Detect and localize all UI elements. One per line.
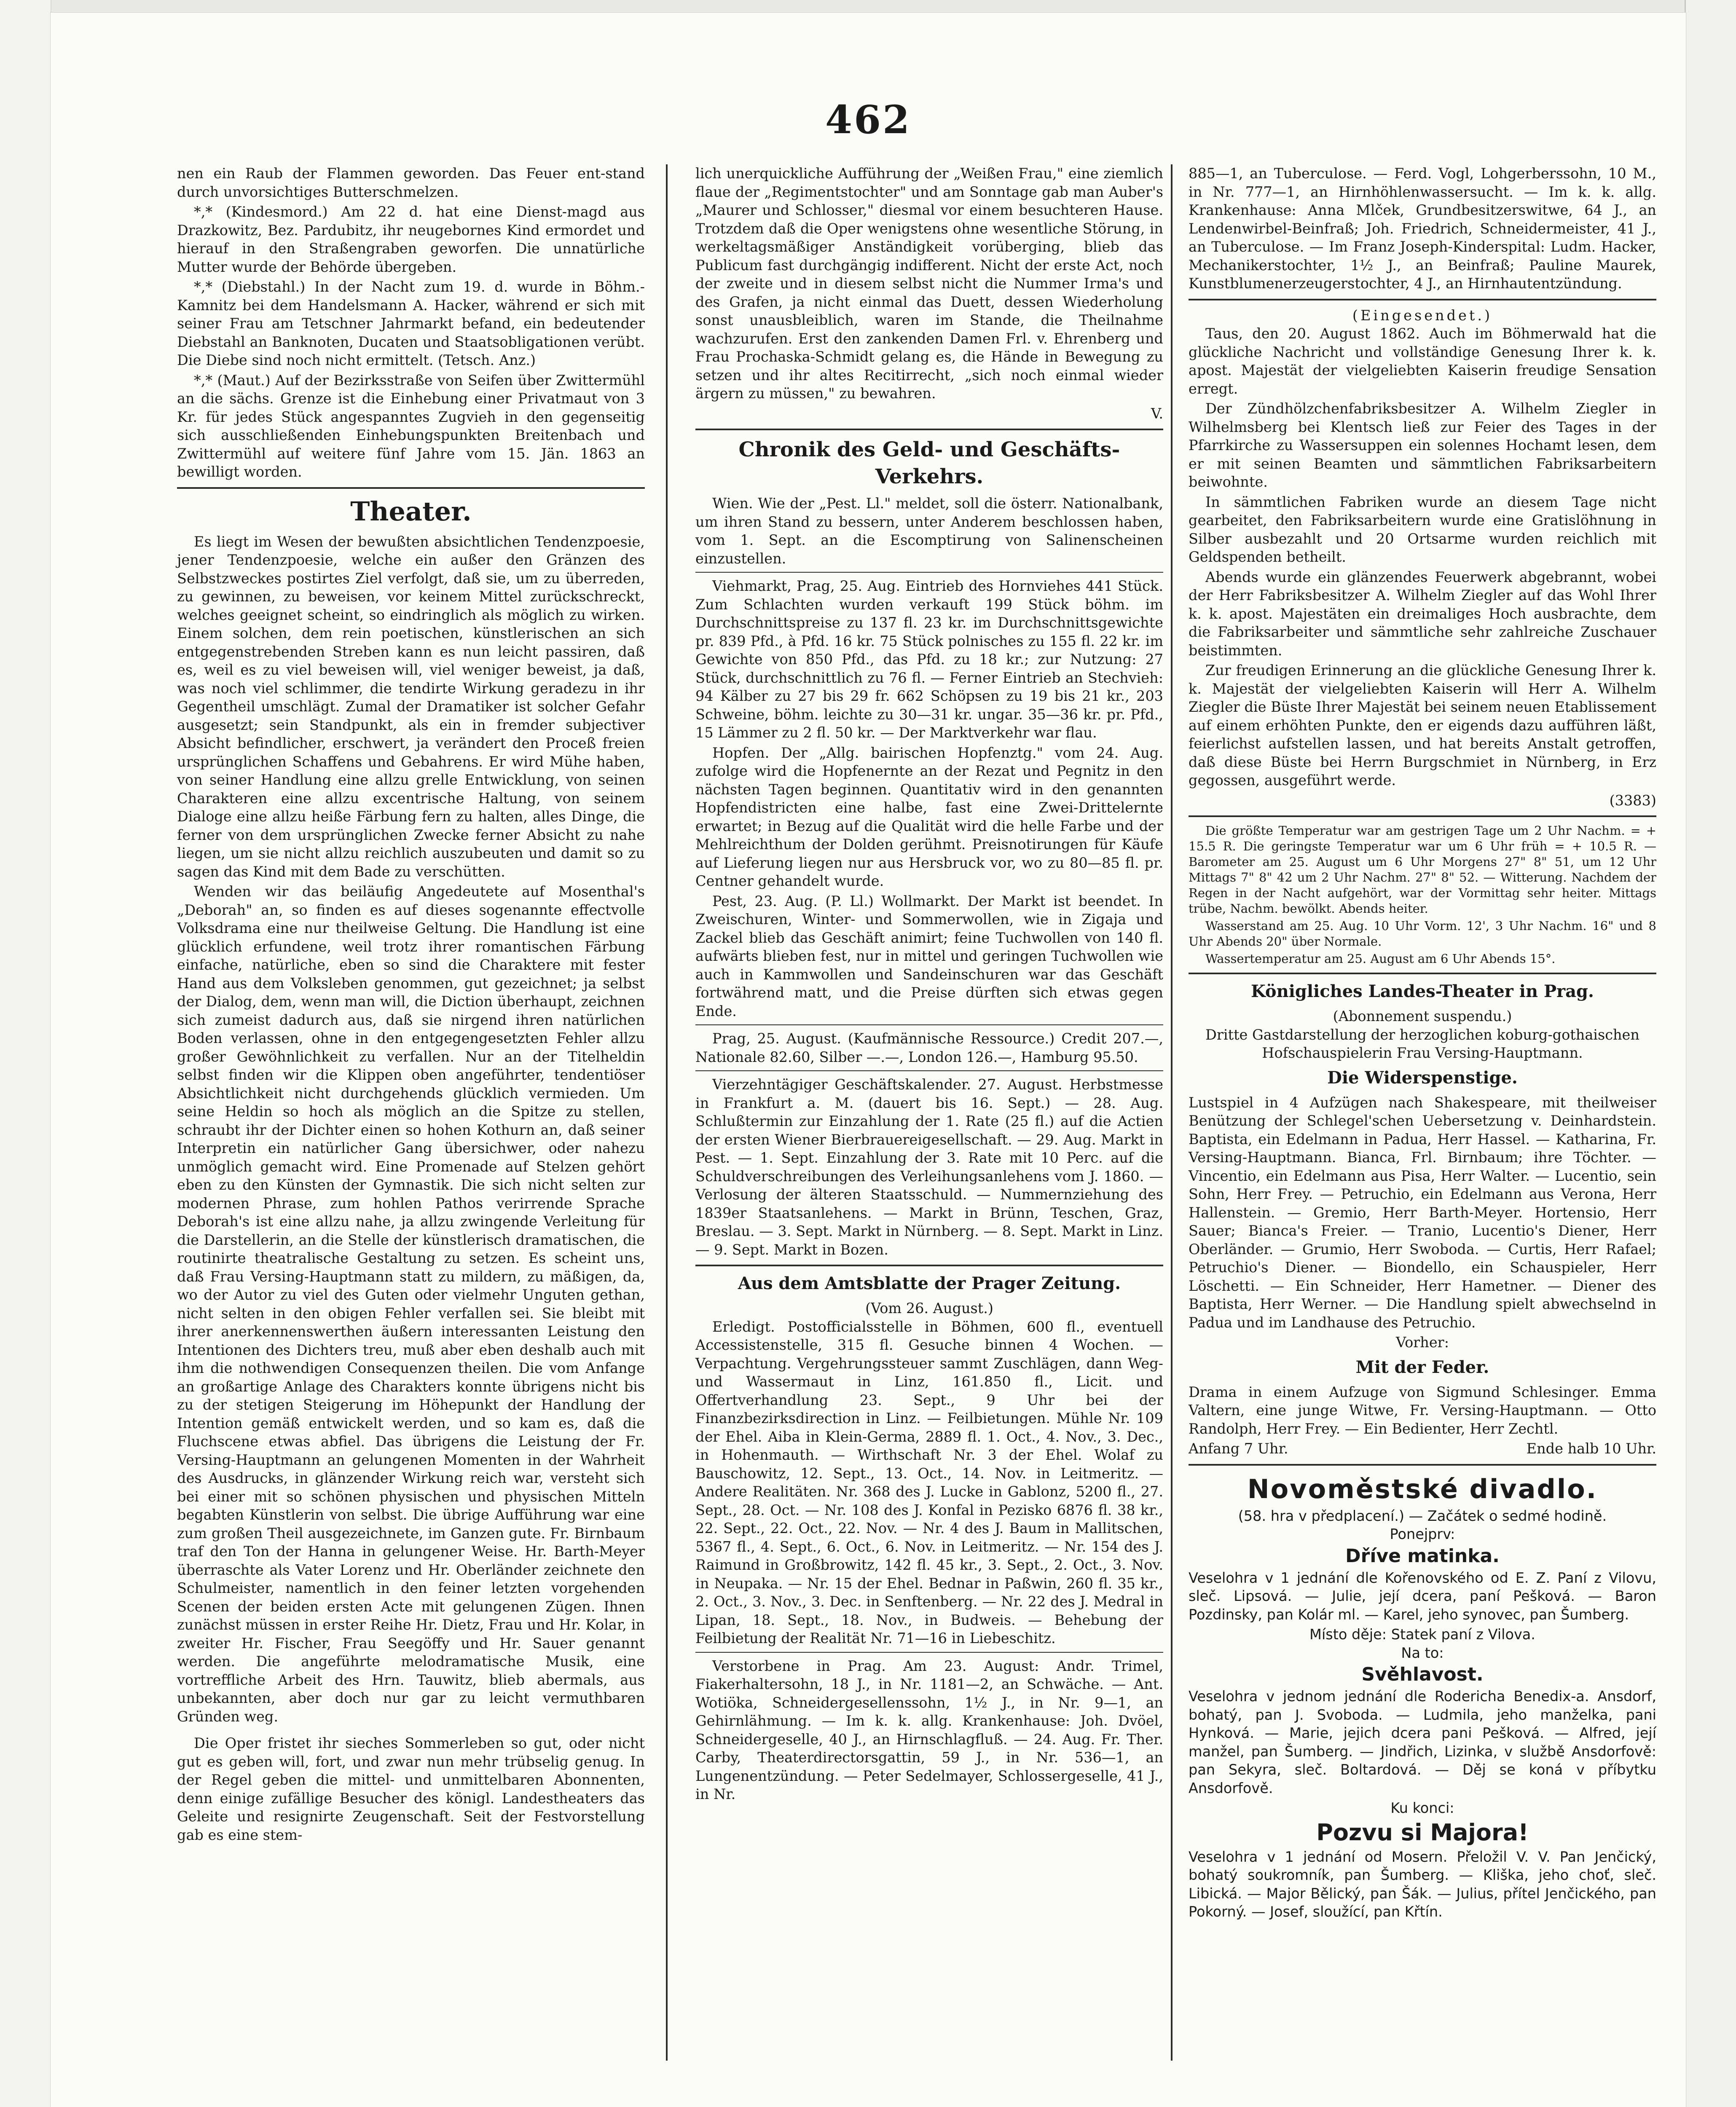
market-item: Viehmarkt, Prag, 25. Aug. Eintrieb des Hornviehes 441 Stück. Zum Schlachten wurden verkauft 199 Stück böhm. im Durchschnittspreise zu 137 fl. 23 kr. im Durchschnittsgewichte pr. 839 Pfd., à Pfd. 16 kr. 75 Stück polnisches zu 155 fl. 22 kr. im Gewichte von 850 Pfd., das Pfd. zu 18 kr.; zur Nutzung: 27 Stück, durchschnittlich zu 76 fl. — Ferner Eintrieb an Stechvieh: 94 Kälber zu 27 bis 29 fr. 662 Schöpsen zu 19 bis 21 kr., 203 Schweine, böhm. leichte zu 30—31 kr. ungar. 35—36 kr. pr. Pfd., 15 Lämmer zu 2 fl. 50 kr. — Der Marktverkehr war flau. — [695, 578, 1163, 741]
business-calendar: Vierzehntägiger Geschäftskalender. 27. August. Herbstmesse in Frankfurt a. M. (dauert bis 16. Sept.) — 28. Aug. Schlußtermin zur Einzahlung der 1. Rate (25 fl.) auf die Actien der ersten Wiener Bierbrauereigesellschaft. — 29. Aug. Markt in Pest. — 1. Sept. Einzahlung der 3. Rate mit 10 Perc. auf die Schuldverschreibungen des Verleihungsanlehens vom J. 1860. — Verlosung der älteren Staatsschuld. — Nummernziehung des 1839er Staatsanlehens. — Markt in Brünn, Teschen, Graz, Breslau. — 3. Sept. Markt in Nürnberg. — 8. Sept. Markt in Linz. — 9. Sept. Markt in Bozen. — [695, 1076, 1163, 1258]
column-2 — [695, 164, 1163, 1805]
exchange-rates: Prag, 25. August. (Kaufmännische Ressource.) Credit 207.—, Nationale 82.60, Silber —.—, London 126.—, Hamburg 95.50. — [695, 1030, 1163, 1065]
program-note: Na to: — [1401, 1644, 1444, 1661]
news-item: *,* (Maut.) Auf der Bezirksstraße von Seifen über Zwittermühl an die sächs. Grenze ist die Einhebung einer Privatmaut von 3 Kr. für jedes Stück angespanntes Zugvieh in den gegenseitig sich ausschließenden Einhebungspunkten Breitenbach und Zwittermühl auf weitere fünf Jahre vom 15. Jän. 1863 an bewilligt worden. — [177, 372, 645, 480]
divider — [695, 1024, 1163, 1025]
death-notices-continued: 885—1, an Tuberculose. — Ferd. Vogl, Lohgerberssohn, 10 M., in Nr. 777—1, an Hirnhöhlenwassersucht. — Im k. k. allg. Krankenhause: Anna Mlček, Grundbesitzerswitwe, 64 J., an Lendenwirbel-Beinfraß; Joh. Friedrich, Schneidermeister, 41 J., an Tuberculose. — Im Franz Joseph-Kinderspital: Ludm. Hacker, Mechanikerstochter, 1½ J., an Beinfraß; Pauline Maurek, Kunstblumenerzeugerstochter, 4 J., an Hirnhautentzündung. — [1189, 165, 1656, 292]
market-item: Pest, 23. Aug. (P. Ll.) Wollmarkt. Der Markt ist beendet. In Zweischuren, Winter- und Sommerwollen, wie in Zigaja und Zackel blieb das Geschäft animirt; feine Tuchwollen von 140 fl. aufwärts blieben fest, nur in mittel und geringen Tuchwollen wie auch in Kammwollen und Sandeinschuren war das Geschäft fortwährend matt, und die Preise dürften sich etwas gegen Ende. — [695, 893, 1163, 1019]
start-time: Anfang 7 Uhr. — [1189, 1440, 1288, 1457]
section-divider — [1189, 299, 1656, 300]
newspaper-page — [51, 13, 1686, 2107]
column-1 — [177, 164, 645, 1846]
performance-note: Dritte Gastdarstellung der herzoglichen koburg-gothaischen Hofschauspielerin Frau Versing-Hauptmann. — [1205, 1026, 1639, 1061]
divider — [695, 1070, 1163, 1071]
cast-list: Veselohra v 1 jednání dle Kořenovského od E. Z. Paní z Vilovu, sleč. Lipsová. — Julie, její dcera, paní Pešková. — Baron Pozdinsky, pan Kolár ml. — Karel, jeho synovec, pan Šumberg. — [1189, 1569, 1656, 1623]
column-rule — [1171, 164, 1173, 2061]
water-level: Wasserstand am 25. Aug. 10 Uhr Vorm. 12', 3 Uhr Nachm. 16" und 8 Uhr Abends 20" über Normale. — [1189, 919, 1656, 949]
play-title: Die Widerspenstige. — [1327, 1067, 1518, 1088]
news-item: nen ein Raub der Flammen geworden. Das Feuer ent-stand durch unvorsichtiges Butterschmelzen. — [177, 165, 645, 200]
column-3 — [1189, 164, 1656, 1923]
news-item: *,* (Diebstahl.) In der Nacht zum 19. d. wurde in Böhm.-Kamnitz bei dem Handelsmann A. Hacker, während er sich mit seiner Frau am Tetschner Jahrmarkt befand, ein bedeutender Diebstahl an Banknoten, Ducaten und Staatsobligationen verübt. Die Diebe sind noch nicht ermittelt. (Tetsch. Anz.) — [177, 279, 645, 368]
program-note: Ku konci: — [1390, 1800, 1454, 1816]
letter-number: (3383) — [1609, 792, 1656, 809]
end-time: Ende halb 10 Uhr. — [1526, 1440, 1656, 1457]
section-divider — [695, 429, 1163, 430]
play-title: Dříve matinka. — [1345, 1545, 1500, 1567]
article-paragraph: lich unerquickliche Aufführung der „Weißen Frau," eine ziemlich flaue der „Regimentstochter" und am Sonntage gab man Auber's „Maurer und Schlosser," diesmal vor einem besuchteren Hause. Trotzdem daß die Oper wenigstens ohne wesentliche Störung, in werkeltagsmäßiger Anständigkeit vorüberging, blieb das Publicum fast durchgängig indifferent. Nicht der erste Act, noch der zweite und in diesem selbst nicht die Nummer Irma's und des Grafen, ja nicht einmal das Duett, dessen Wiederholung sonst unausbleiblich, waren im Stande, die Theilnahme wachzurufen. Erst den zankenden Damen Frl. v. Ehrenberg und Frau Prochaska-Schmidt gelang es, die Hände in Bewegung zu setzen und ihr altes Recitirrecht, „sich noch einmal wieder ärgern zu müssen," zu bewahren. — [695, 165, 1163, 402]
letter-paragraph: Der Zündhölzchenfabriksbesitzer A. Wilhelm Ziegler in Wilhelmsberg bei Klentsch ließ zur Feier des Tages in der Pfarrkirche zu Wassersuppen ein solennes Hochamt lesen, dem er mit seinen Beamten und sämmtlichen Fabriksarbeitern beiwohnte. — [1189, 400, 1656, 490]
section-divider — [1189, 1464, 1656, 1466]
news-item: *,* (Kindesmord.) Am 22 d. hat eine Dienst-magd aus Drazkowitz, Bez. Pardubitz, ihr neugebornes Kind ermordet und hierauf in den Straßengraben geworfen. Die unnatürliche Mutter wurde der Behörde übergeben. — [177, 204, 645, 275]
letter-paragraph: In sämmtlichen Fabriken wurde an diesem Tage nicht gearbeitet, den Fabriksarbeitern wurde eine Gratislöhnung in Silber ausbezahlt und 20 Ortsarme wurden reichlich mit Geldspenden betheilt. — [1189, 493, 1656, 565]
page-number: 462 — [825, 97, 912, 142]
letter-paragraph: Abends wurde ein glänzendes Feuerwerk abgebrannt, wobei der Herr Fabriksbesitzer A. Wilhelm Ziegler auf das Wohl Ihrer k. k. apost. Majestäten ein dreimaliges Hoch ausbrachte, dem die Fabriksarbeiter und sämmtliche sehr zahlreiche Zuschauer beistimmten. — [1189, 568, 1656, 659]
cast-list: Drama in einem Aufzuge von Sigmund Schlesinger. Emma Valtern, eine junge Witwe, Fr. Versing-Hauptmann. — Otto Randolph, Herr Frey. — Ein Bedienter, Herr Zechtl. — [1189, 1383, 1656, 1437]
section-divider — [1189, 973, 1656, 974]
death-notices: Verstorbene in Prag. Am 23. August: Andr. Trimel, Fiakerhaltersohn, 18 J., in Nr. 1181—2, an Schwäche. — Ant. Wotiöka, Schneidergesellenssohn, 1½ J., in Nr. 9—1, an Gehirnlähmung. — Im k. k. allg. Krankenhause: Joh. Dvöel, Schneidergeselle, 40 J., an Hirnschlagfluß. — 24. Aug. Fr. Ther. Carby, Theaterdirectorsgattin, 59 J., in Nr. 536—1, an Lungenentzündung. — Peter Sedelmayer, Schlossergeselle, 41 J., in Nr. — [695, 1657, 1163, 1802]
section-divider — [177, 487, 645, 489]
program-note: Ponejprv: — [1390, 1526, 1455, 1542]
abonnement-note: (Abonnement suspendu.) — [1333, 1008, 1512, 1024]
section-title-eingesendet: (Eingesendet.) — [1352, 307, 1493, 324]
article-paragraph: Die Oper fristet ihr sieches Sommerleben so gut, oder nicht gut es geben will, fort, und zwar nun mehr trübselig genug. In der Regel geben die mittel- und unmittelbaren Abonnenten, denn einige zufällige Besucher des königl. Landestheaters das Geleite und resignirte Zeugenschaft. Seit der Festvorstellung gab es eine stem- — [177, 1735, 645, 1843]
amtsblatt-date: (Vom 26. August.) — [865, 1300, 993, 1316]
section-title-theater: Theater. — [350, 496, 472, 527]
program-note: Vorher: — [1395, 1334, 1449, 1351]
play-title: Pozvu si Majora! — [1316, 1819, 1529, 1846]
section-divider — [695, 1265, 1163, 1266]
column-rule — [666, 164, 668, 2061]
divider — [695, 572, 1163, 573]
letter-paragraph: Zur freudigen Erinnerung an die glückliche Genesung Ihrer k. k. Majestät der vielgeliebten Kaiserin will Herr A. Wilhelm Ziegler die Büste Ihrer Majestät bei seinem neuen Etablissement auf einem erhöhten Punkte, den er eigends dazu aufführen läßt, feierlichst aufstellen lassen, und hat bereits Anstalt getroffen, daß diese Büste bei Herrn Burgschmiet in Nürnberg, in Erz gegossen, ausgeführt werde. — [1189, 662, 1656, 788]
section-title-amtsblatt: Aus dem Amtsblatte der Prager Zeitung. — [738, 1273, 1121, 1293]
play-title: Mit der Feder. — [1355, 1357, 1489, 1377]
divider — [695, 1652, 1163, 1653]
cast-list: Veselohra v 1 jednání od Mosern. Přeložil V. V. Pan Jenčický, bohatý soukromník, pan Šumberg. — Kliška, jeho choť, sleč. Libická. — Major Bělický, pan Šák. — Julius, přítel Jenčického, pan Pokorný. — Josef, sloužící, pan Křtín. — [1189, 1848, 1656, 1920]
cast-list: Lustspiel in 4 Aufzügen nach Shakespeare, mit theilweiser Benützung der Schlegel'schen Uebersetzung v. Deinhardstein. Baptista, ein Edelmann in Padua, Herr Hassel. — Katharina, Fr. Versing-Hauptmann. Bianca, Frl. Birnbaum; ihre Töchter. — Vincentio, ein Edelmann aus Pisa, Herr Walter. — Lucentio, sein Sohn, Herr Frey. — Petruchio, ein Edelmann aus Verona, Herr Hallenstein. — Gremio, Herr Barth-Meyer. Hortensio, Herr Sauer; Bianca's Freier. — Tranio, Lucentio's Diener, Herr Oberländer. — Grumio, Herr Swoboda. — Curtis, Herr Rafael; Petruchio's Diener. — Biondello, ein Schauspieler, Herr Löschetti. — Ein Schneider, Herr Hametner. — Diener des Baptista, Herr Werner. — Die Handlung spielt abwechselnd in Padua und im Landhause des Petruchio. — [1189, 1094, 1656, 1331]
section-title-chronik: Chronik des Geld- und Geschäfts-Verkehrs. — [738, 438, 1120, 488]
letter-paragraph: Taus, den 20. August 1862. Auch im Böhmerwald hat die glückliche Nachricht und vollständige Genesung Ihrer k. k. apost. Majestät der vielgeliebten Kaiserin freudige Sensation erregt. — [1189, 325, 1656, 397]
page-binding — [0, 0, 51, 2107]
section-divider — [1189, 815, 1656, 817]
weather-report: Die größte Temperatur war am gestrigen Tage um 2 Uhr Nachm. = + 15.5 R. Die geringste Temperatur war um 6 Uhr früh = + 10.5 R. — Barometer am 25. August um 6 Uhr Morgens 27" 8" 51, um 12 Uhr Mittags 7" 8" 42 um 2 Uhr Nachm. 27" 8" 52. — Witterung. Nachdem der Regen in der Nacht aufgehört, war der Vormittag sehr heiter. Mittags trübe, Nachm. bewölkt. Abends heiter. — [1189, 823, 1656, 916]
article-paragraph: Wenden wir das beiläufig Angedeutete auf Mosenthal's „Deborah" an, so finden es auf dieses sogenannte effectvolle Volksdrama eine nur theilweise Geltung. Die Handlung ist eine glücklich erfundene, weil trotz ihrer romantischen Färbung einfache, natürliche, eben so sind die Charaktere mit fester Hand aus dem Volksleben genommen, gut gezeichnet; ja selbst der Dialog, dem, wenn man will, die Diction überhaupt, zeichnen sich zumeist dadurch aus, daß sie nirgend ihren natürlichen Boden verlassen, ohne in den entgegengesetzten Fehler allzu großer Gewöhnlichkeit zu verfallen. Nur an der Titelheldin selbst finden wir die Klippen oben angeführter, tendentiöser Absichtlichkeit nicht durchgehends glücklich vermieden. Um seine Heldin so hoch als möglich an die Spitze zu stellen, schraubt ihr der Dichter einen so hohen Kothurn an, daß seiner Interpretin ein natürlicher Gang übersichwer, oder nahezu unmöglich gemacht wird. Eine Promenade auf Stelzen gehört eben zu den Künsten der Gymnastik. Die sich nicht selten zur modernen Phrase, zum hohlen Pathos verirrende Sprache Deborah's ist eine allzu nahe, ja allzu zwingende Verleitung für die Darstellerin, an die Stelle der künstlerisch dramatischen, die routinirte theatralische Gestaltung zu setzen. Es scheint uns, daß Frau Versing-Hauptmann statt zu mildern, zu mäßigen, da, wo der Autor zu viel des Guten oder vielmehr Unguten gethan, nicht selten in den obigen Fehler verfallen sei. Sie bleibt mit ihrer anerkennenswerthen äußern interessanten Leistung den Intentionen des Dichters treu, muß aber eben deshalb auch mit ihm die nothwendigen Consequenzen theilen. Die vom Anfange an großartige Anlage des Charakters konnte übrigens nicht bis zu der stetigen Steigerung im Höhepunkt der Handlung der Intention gemäß entwickelt werden, und so kam es, daß die Fluchscene etwas abfiel. Das übrigens die Leistung der Fr. Versing-Hauptmann an gelungenen Momenten in der Wahrheit des Ausdrucks, in glänzender Wirkung reich war, versteht sich bei einer mit so schönen physischen und physischen Mitteln begabten Künstlerin von selbst. Die übrige Aufführung war eine zum großen Theil ausgezeichnete, im Ganzen gute. Fr. Birnbaum traf den Ton der Hanna in gelungener Weise. Hr. Barth-Meyer überraschte als Vater Lorenz und Hr. Oberländer zeichnete den Schulmeister, namentlich in den feiner letzten vorgehenden Scenen der beiden ersten Acte mit gelungenen Zügen. Ihnen zunächst müssen in erster Reihe Hr. Dietz, Frau und Hr. Kolar, in zweiter Hr. Fischer, Frau Seegöffy und Hr. Sauer genannt werden. Die angeführte melodramatische Musik, eine vortreffliche Arbeit des Hrn. Tauwitz, blieb abermals, aus unbekannten, aber doch nur gar zu leicht vermuthbaren Gründen weg. — [177, 883, 645, 1725]
water-temperature: Wassertemperatur am 25. August am 6 Uhr Abends 15°. — [1205, 952, 1556, 966]
scene-location: Místo děje: Statek paní z Vilova. — [1309, 1626, 1535, 1643]
article-paragraph: Es liegt im Wesen der bewußten absichtlichen Tendenzpoesie, jener Tendenzpoesie, welche ein außer den Gränzen des Selbstzweckes postirtes Ziel verfolgt, daß sie, um zu überreden, zu gewinnen, zu beweisen, vor keinem Mittel zurückschreckt, welches geeignet scheint, so eindringlich als möglich zu wirken. Einem solchen, dem rein poetischen, künstlerischen an sich entgegenstrebenden Streben kann es nun leicht passiren, daß es, weil es zu viel beweisen will, viel weniger beweist, ja daß, was noch viel schlimmer, die tendirte Wirkung geradezu in ihr Gegentheil umschlägt. Zumal der Dramatiker ist solcher Gefahr ausgesetzt; sein Standpunkt, als ein in fremder subjectiver Absicht befindlicher, erschwert, ja verändert den Proceß freien ursprünglichen Schaffens und Gebahrens. Er wird Mühe haben, von seiner Handlung eine allzu grelle Entwicklung, von seinen Charakteren eine allzu excentrische Haltung, von seinem Dialoge eine allzu heiße Färbung fern zu halten, alles Dinge, die ferner von dem ursprünglichen Zwecke ferner Absicht zu nahe liegen, um sie nicht allzu reichlich auszubeuten und damit so zu sagen das Kind mit dem Bade zu verschütten. — [177, 533, 645, 880]
next-page-edge — [1685, 0, 1736, 2107]
czech-theater-title: Novoměstské divadlo. — [1247, 1473, 1598, 1504]
official-notices: Erledigt. Postofficialsstelle in Böhmen, 600 fl., eventuell Accessistenstelle, 315 fl. Gesuche binnen 4 Wochen. — Verpachtung. Vergehrungssteuer sammt Zuschlägen, dann Weg- und Wassermaut in Linz, 161.850 fl., Licit. und Offertverhandlung 23. Sept., 9 Uhr bei der Finanzbezirksdirection in Linz. — Feilbietungen. Mühle Nr. 109 der Ehel. Aiba in Klein-Germa, 2889 fl. 1. Oct., 4. Nov., 3. Dec., in Hohenmauth. — Wirthschaft Nr. 3 der Ehel. Wolaf zu Bauschowitz, 12. Sept., 13. Oct., 14. Nov. in Leitmeritz. — Andere Realitäten. Nr. 368 des J. Lucke in Gablonz, 5200 fl., 27. Sept., 28. Oct. — Nr. 108 des J. Konfal in Pezisko 6876 fl. 38 kr., 22. Sept., 22. Oct., 22. Nov. — Nr. 4 des J. Baum in Mallitschen, 5367 fl., 4. Sept., 6. Oct., 6. Nov. in Leitmeritz. — Nr. 154 des J. Raimund in Großbrowitz, 142 fl. 45 kr., 3. Sept., 2. Oct., 3. Nov. in Neupaka. — Nr. 15 der Ehel. Bednar in Paßwin, 260 fl. 35 kr., 2. Oct., 3. Nov., 3. Dec. in Senftenberg. — Nr. 22 des J. Medral in Lipan, 18. Sept., 18. Nov., in Budweis. — Behebung der Feilbietung der Realität Nr. 71—16 in Liebeschitz. — [695, 1318, 1163, 1646]
author-signature: V. — [1151, 405, 1163, 422]
play-title: Svěhlavost. — [1361, 1664, 1484, 1685]
theater-program-title: Königliches Landes-Theater in Prag. — [1251, 981, 1594, 1001]
czech-theater-subtitle: (58. hra v předplacení.) — Začátek o sedmé hodině. — [1238, 1507, 1607, 1524]
market-item: Wien. Wie der „Pest. Ll." meldet, soll die österr. Nationalbank, um ihren Stand zu bessern, unter Anderem beschlossen haben, vom 1. Sept. an die Escomptirung von Salinenscheinen einzustellen. — [695, 495, 1163, 567]
cast-list: Veselohra v jednom jednání dle Rodericha Benedix-a. Ansdorf, bohatý, pan J. Svoboda. — Ludmila, jeho manželka, pani Hynková. — Marie, jejich dcera pani Pešková. — Alfred, její manžel, pan Šumberg. — Jindřich, Lizinka, v službě Ansdorfově: pan Sekyra, sleč. Boltardová. — Děj se koná v příbytku Ansdorfově. — [1189, 1688, 1656, 1796]
market-item: Hopfen. Der „Allg. bairischen Hopfenztg." vom 24. Aug. zufolge wird die Hopfenernte an der Rezat und Pegnitz in den nächsten Tagen beginnen. Quantitativ wird in den genannten Hopfendistricten eine halbe, fast eine Zwei-Drittelernte erwartet; in Bezug auf die Qualität wird die helle Farbe und der Mehlreichthum der Dolden gerühmt. Preisnotirungen für Käufe auf Lieferung liegen nur aus Hersbruck vor, wo zu 80—85 fl. pr. Centner gehandelt wurde. — [695, 744, 1163, 889]
